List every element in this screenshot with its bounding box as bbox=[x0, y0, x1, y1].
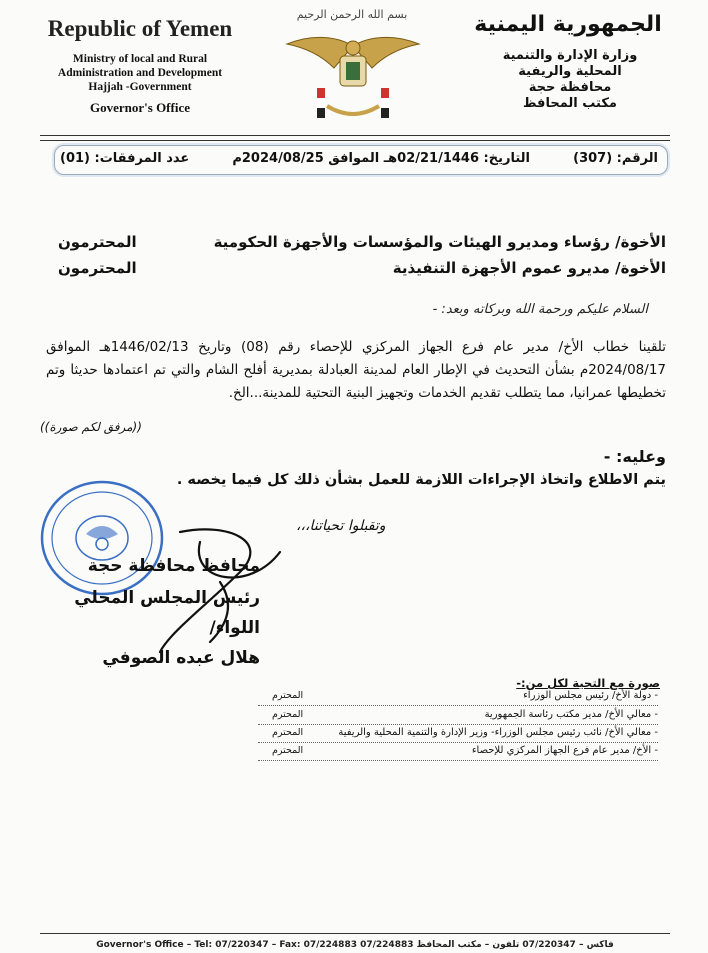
cc-honorific: المحترم bbox=[272, 690, 304, 701]
addressee-line: الأخوة/ رؤساء ومديرو الهيئات والمؤسسات والأجهزة الحكومية bbox=[213, 233, 666, 251]
signatory-rank: اللواء/ bbox=[209, 618, 260, 638]
ar-ministry-block bbox=[470, 48, 670, 112]
cc-honorific: المحترم bbox=[272, 745, 304, 756]
signatory-title: محافظ محافظة حجة bbox=[87, 556, 260, 576]
closing-line: وتقبلوا تحياتنا،،، bbox=[296, 518, 386, 534]
ar-ministry-line: مكتب المحافظ bbox=[523, 96, 617, 111]
signatory-name: هلال عبده الصوفي bbox=[102, 648, 260, 668]
cc-honorific: المحترم bbox=[272, 709, 304, 720]
cc-item: - دولة الأخ/ رئيس مجلس الوزراء bbox=[258, 690, 658, 706]
cc-item: - معالي الأخ/ نائب رئيس مجلس الوزراء- وزير الإدارة والتنمية المحلية والريفية bbox=[258, 727, 658, 743]
reference-number: الرقم: (307) bbox=[573, 151, 658, 166]
addressee-honorific: المحترمون bbox=[58, 259, 137, 277]
header-divider bbox=[40, 135, 670, 141]
ar-ministry-line: محافظة حجة bbox=[528, 80, 612, 95]
basmala: بسم الله الرحمن الرحيم bbox=[296, 8, 408, 21]
letter-body: تلقينا خطاب الأخ/ مدير عام فرع الجهاز المركزي للإحصاء رقم (08) وتاريخ 1446/02/13هـ الموافق 2024/08/17م بشأن التحديث في الإطار العام لمدينة العبادلة بمديرية أفلح الشام والتي تم اعتمادها حديثا وتم تخطيطها عمرانيا، مما يتطلب تقديم الخدمات وتجهيز البنية التحتية للمدينة...الخ. bbox=[46, 339, 666, 401]
signatory-title: رئيس المجلس المحلي bbox=[74, 588, 260, 608]
en-ministry-line: Administration and Development bbox=[57, 67, 223, 79]
footer-divider bbox=[40, 933, 670, 934]
handwritten-signature-icon bbox=[150, 512, 310, 662]
en-country-name: Republic of Yemen bbox=[47, 16, 233, 41]
addressee-honorific: المحترمون bbox=[58, 233, 137, 251]
accordingly-heading: وعليه: - bbox=[603, 447, 666, 466]
footer-contact: Governor's Office – Tel: 07/220347 – Fax: 07/224883 07/224883 فاكس – 07/220347 تلفون – مكتب المحافظ bbox=[96, 940, 614, 950]
cc-honorific: المحترم bbox=[272, 727, 304, 738]
greeting: السلام عليكم ورحمة الله وبركاته وبعد: - bbox=[432, 302, 648, 317]
en-governor-office: Governor's Office bbox=[90, 100, 190, 115]
addressee-line: الأخوة/ مديرو عموم الأجهزة التنفيذية bbox=[392, 259, 666, 277]
ar-ministry-line: وزارة الإدارة والتنمية bbox=[502, 48, 638, 63]
cc-item: - معالي الأخ/ مدير مكتب رئاسة الجمهورية bbox=[258, 709, 658, 725]
ar-country-name: الجمهورية اليمنية bbox=[474, 12, 662, 37]
attachment-note: ((مرفق لكم صورة)) bbox=[40, 420, 142, 434]
attachments-count: عدد المرفقات: (01) bbox=[60, 151, 190, 166]
reference-date: التاريخ: 02/21/1446هـ الموافق 2024/08/25م bbox=[232, 151, 530, 166]
cc-item: - الأخ/ مدير عام فرع الجهاز المركزي للإحصاء bbox=[258, 745, 658, 761]
ar-ministry-line: المحلية والريفية bbox=[518, 64, 622, 79]
en-ministry-line: Ministry of local and Rural bbox=[72, 53, 208, 65]
yemen-emblem-icon bbox=[282, 26, 424, 126]
en-ministry-block bbox=[40, 52, 240, 94]
en-ministry-line: Hajjah -Government bbox=[88, 81, 192, 93]
cc-title: صورة مع التحية لكل من:- bbox=[516, 676, 660, 690]
official-stamp-icon bbox=[38, 478, 166, 598]
request-line: يتم الاطلاع واتخاذ الإجراءات اللازمة للعمل بشأن ذلك كل فيما يخصه . bbox=[176, 472, 666, 488]
